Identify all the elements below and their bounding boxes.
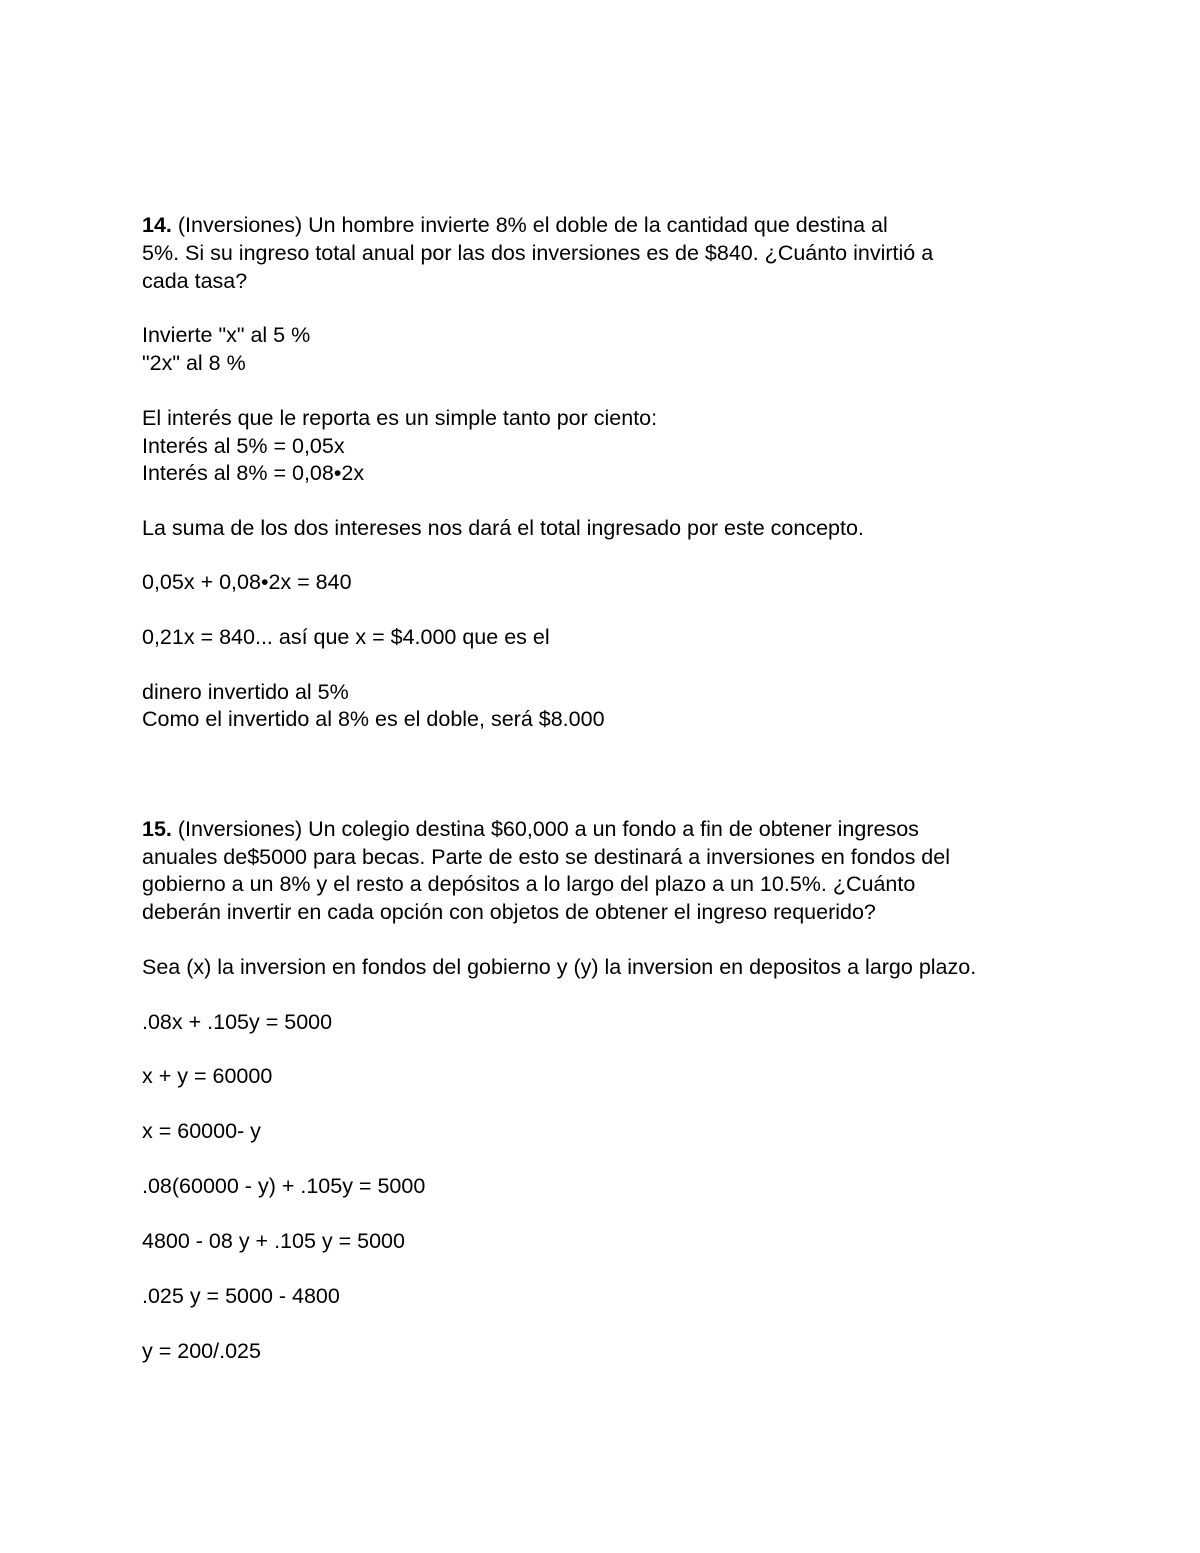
problem-14-statement-line-1 <box>142 212 888 239</box>
problem-15-step-3: x = 60000- y <box>142 1119 261 1143</box>
problem-14-statement-text: (Inversiones) Un hombre invierte 8% el doble de la cantidad que destina al <box>171 213 888 237</box>
problem-14-setup-line-1: Invierte "x" al 5 % <box>142 323 311 347</box>
problem-15-statement-line-3: gobierno a un 8% y el resto a depósitos a lo largo del plazo a un 10.5%. ¿Cuánto <box>142 872 916 896</box>
problem-14-number: 14. <box>142 213 172 237</box>
problem-14-statement-line-2: 5%. Si su ingreso total anual por las dos inversiones es de $840. ¿Cuánto invirtió a <box>142 241 934 265</box>
problem-15-step-1: .08x + .105y = 5000 <box>142 1010 333 1034</box>
problem-15-let-text: Sea (x) la inversion en fondos del gobierno y (y) la inversion en depositos a largo plazo. <box>142 955 977 979</box>
problem-14-statement-line-3: cada tasa? <box>142 269 248 293</box>
problem-15-statement-line-2: anuales de$5000 para becas. Parte de esto se destinará a inversiones en fondos del <box>142 845 951 869</box>
problem-15-statement-text: (Inversiones) Un colegio destina $60,000 a un fondo a fin de obtener ingresos <box>171 817 919 841</box>
problem-15-step-7: y = 200/.025 <box>142 1339 261 1363</box>
problem-15-step-5: 4800 - 08 y + .105 y = 5000 <box>142 1229 405 1253</box>
problem-14-equation: 0,05x + 0,08•2x = 840 <box>142 570 352 594</box>
problem-15-step-6: .025 y = 5000 - 4800 <box>142 1284 340 1308</box>
problem-14-conclusion-line-2: Como el invertido al 8% es el doble, será $8.000 <box>142 707 605 731</box>
problem-14-interest-line-1: El interés que le reporta es un simple tanto por ciento: <box>142 406 658 430</box>
problem-15-number: 15. <box>142 817 172 841</box>
problem-15-statement-line-4: deberán invertir en cada opción con objetos de obtener el ingreso requerido? <box>142 900 876 924</box>
problem-14-interest-line-3: Interés al 8% = 0,08•2x <box>142 461 365 485</box>
problem-14-setup-line-2: "2x" al 8 % <box>142 351 246 375</box>
problem-14-conclusion-line-1: dinero invertido al 5% <box>142 680 349 704</box>
problem-15-step-2: x + y = 60000 <box>142 1064 273 1088</box>
problem-15-step-4: .08(60000 - y) + .105y = 5000 <box>142 1174 426 1198</box>
problem-14-solution: 0,21x = 840... así que x = $4.000 que es el <box>142 625 550 649</box>
problem-14-interest-line-2: Interés al 5% = 0,05x <box>142 434 345 458</box>
problem-14-sum-text: La suma de los dos intereses nos dará el total ingresado por este concepto. <box>142 516 864 540</box>
problem-15-statement-line-1 <box>142 816 919 843</box>
